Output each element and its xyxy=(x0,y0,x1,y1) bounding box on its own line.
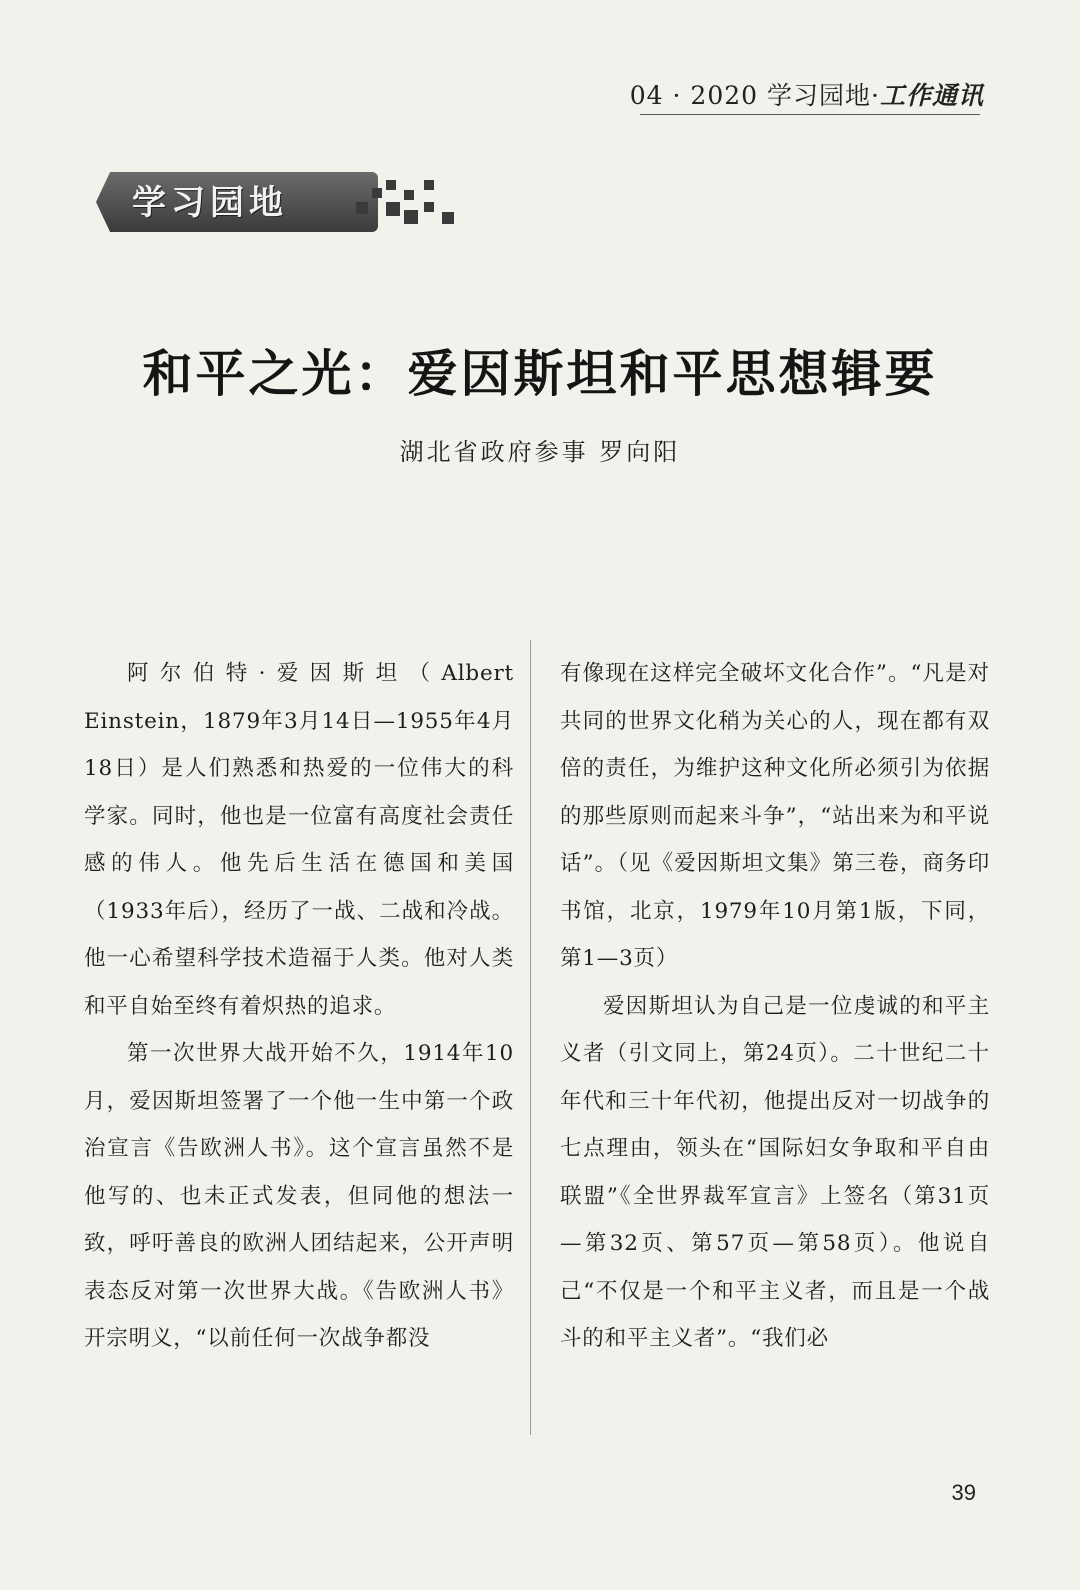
paragraph-ww1: 第一次世界大战开始不久，1914年10月，爱因斯坦签署了一个他一生中第一个政治宣言《告欧洲人书》。这个宣言虽然不是他写的、也未正式发表，但同他的想法一致，呼吁善良的欧洲人团结起来，公开声明表态反对第一次世界大战。《告欧洲人书》开宗明义，“以前任何一次战争都没 xyxy=(84,1041,514,1351)
header-separator: · xyxy=(871,81,880,110)
article-author: 湖北省政府参事 罗向阳 xyxy=(399,438,681,466)
article-title: 和平之光：爱因斯坦和平思想辑要 xyxy=(142,344,938,403)
paragraph-pacifist: 爱因斯坦认为自己是一位虔诚的和平主义者（引文同上，第24页）。二十世纪二十年代和三十年代初，他提出反对一切战争的七点理由，领头在“国际妇女争取和平自由联盟”《全世界裁军宣言》上签名（第31页—第32页、第57页—第58页）。他说自己“不仅是一个和平主义者，而且是一个战斗的和平主义者”。“我们必 xyxy=(560,993,990,1351)
paragraph-intro: 阿尔伯特·爱因斯坦（Albert Einstein，1879年3月14日—1955年4月18日）是人们熟悉和热爱的一位伟大的科学家。同时，他也是一位富有高度社会责任感的伟人。他先后生活在德国和美国（1933年后），经历了一战、二战和冷战。他一心希望科学技术造福于人类。他对人类和平自始至终有着炽热的追求。 xyxy=(84,661,514,1019)
pixel-decoration xyxy=(356,180,466,232)
section-tab-label: 学习园地 xyxy=(132,183,288,223)
page-number: 39 xyxy=(951,1480,976,1505)
text-column-left xyxy=(84,650,514,1363)
issue-number: 04 · 2020 xyxy=(629,81,759,110)
running-header xyxy=(630,76,984,112)
header-section: 学习园地 xyxy=(767,81,872,110)
paragraph-ww1-continued: 有像现在这样完全破坏文化合作”。“凡是对共同的世界文化稍为关心的人，现在都有双倍的责任，为维护这种文化所必须引为依据的那些原则而起来斗争”，“站出来为和平说话”。（见《爱因斯坦文集》第三卷，商务印书馆，北京，1979年10月第1版，下同，第1—3页） xyxy=(560,661,990,971)
text-column-right xyxy=(560,650,990,1363)
column-divider xyxy=(530,640,531,1435)
journal-name: 工作通讯 xyxy=(879,81,984,110)
header-rule xyxy=(640,114,980,115)
